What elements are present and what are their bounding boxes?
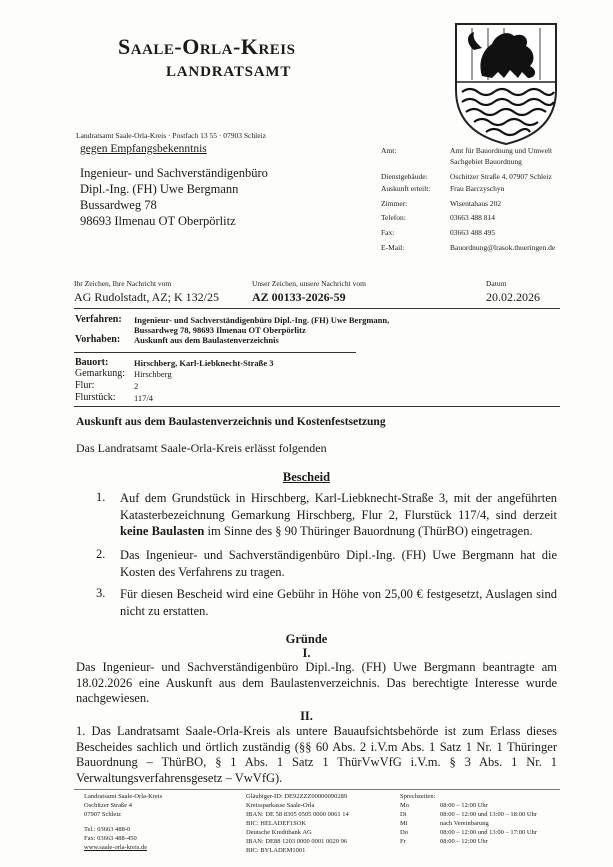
hours-day: Mi bbox=[400, 820, 408, 827]
footer-address bbox=[84, 792, 162, 852]
office-amt-value2: Sachgebiet Bauordnung bbox=[450, 157, 522, 166]
section-ii-text: 1. Das Landratsamt Saale-Orla-Kreis als untere Bauaufsichtsbehörde ist zum Erlass dieses Bescheides sachlich und örtlich zuständig (§§ 60 Abs. 2 i.V.m Abs. 1 Satz 1 Nr. 1 Thüringer Bauordnung – ThürBO, § 1 Abs. 1 Satz 1 ThürVwVfG i.V.m. § 3 Abs. 1 Nr. 1 Verwaltungsverfahrensgesetz – VwVfG). bbox=[76, 724, 557, 785]
your-ref-value: AG Rudolstadt, AZ; K 132/25 bbox=[74, 290, 220, 304]
footer-bank-line: IBAN: DE 58 8305 0505 0000 0061 14 bbox=[246, 811, 349, 818]
office-building-label: Dienstgebäude: bbox=[381, 172, 428, 181]
office-email-value: Bauordnung@lrasok.thueringen.de bbox=[450, 243, 556, 252]
bauort-label: Bauort: bbox=[75, 357, 109, 368]
section-i-heading: I. bbox=[302, 646, 311, 660]
item1-number: 1. bbox=[96, 490, 106, 504]
office-phone-label: Telefon: bbox=[381, 213, 406, 222]
verfahren-label: Verfahren: bbox=[75, 314, 122, 325]
divider bbox=[74, 308, 560, 309]
delivery-note: gegen Empfangsbekenntnis bbox=[80, 143, 207, 155]
hours-time: 08:00 – 12:00 und 13:00 – 17:00 Uhr bbox=[440, 829, 537, 836]
bauort-value: Hirschberg, Karl-Liebknecht-Straße 3 bbox=[134, 358, 274, 368]
date-label: Datum bbox=[486, 279, 507, 288]
intro-text: Das Landratsamt Saale-Orla-Kreis erlässt folgenden bbox=[76, 441, 327, 455]
footer-bank-line: BIC: HELADEF1SOK bbox=[246, 820, 307, 827]
section-ii-heading: II. bbox=[300, 709, 313, 723]
footer-bank-line: Gläubiger-ID: DE92ZZZ00000090289 bbox=[246, 793, 348, 800]
hours-day: Do bbox=[400, 829, 408, 836]
item1-emphasis: keine Baulasten bbox=[120, 524, 205, 538]
item3-text: Für diesen Bescheid wird eine Gebühr in Höhe von 25,00 € festgesetzt, Auslagen sind nicht zu erstatten. bbox=[120, 587, 557, 618]
office-fax-label: Fax: bbox=[381, 228, 395, 237]
verfahren-value2: Bussardweg 78, 98693 Ilmenau OT Oberpörlitz bbox=[134, 325, 306, 335]
office-email-label: E-Mail: bbox=[381, 243, 405, 252]
footer-hours bbox=[400, 792, 537, 846]
coat-of-arms-icon bbox=[452, 20, 560, 146]
office-amt-label: Amt: bbox=[381, 146, 397, 155]
footer-hours-title: Sprechzeiten: bbox=[400, 793, 436, 800]
gemarkung-label: Gemarkung: bbox=[75, 368, 125, 379]
flur-value: 2 bbox=[134, 381, 139, 391]
footer-bank-line: BIC: BYLADEM1001 bbox=[246, 847, 306, 854]
office-fax-value: 03663 488 495 bbox=[450, 228, 495, 237]
footer-website[interactable]: www.saale-orla-kreis.de bbox=[84, 844, 148, 851]
flurstueck-value: 117/4 bbox=[134, 393, 154, 403]
footer-phone: Tel.: 03663 488-0 bbox=[84, 826, 131, 833]
section-i-text: Das Ingenieur- und Sachverständigenbüro Dipl.-Ing. (FH) Uwe Bergmann beantragte am 18.02.2026 eine Auskunft aus dem Baulastenverzeichnis. Das berechtigte Interesse wurde nachgewiesen. bbox=[76, 660, 557, 705]
item2-text: Das Ingenieur- und Sachverständigenbüro Dipl.-Ing. (FH) Uwe Bergmann hat die Kosten des Verfahrens zu tragen. bbox=[120, 548, 557, 579]
gruende-heading: Gründe bbox=[285, 632, 328, 646]
vorhaben-label: Vorhaben: bbox=[75, 334, 121, 345]
office-room-value: Wisentahaus 202 bbox=[450, 199, 502, 208]
office-phone-value: 03663 488 814 bbox=[450, 213, 495, 222]
footer-fax: Fax: 03663 488-450 bbox=[84, 835, 137, 842]
date-value: 20.02.2026 bbox=[486, 290, 540, 304]
our-ref-value: AZ 00133-2026-59 bbox=[252, 290, 346, 304]
office-contact-value: Frau Barczyschyn bbox=[450, 184, 505, 193]
footer-divider bbox=[74, 789, 560, 790]
gemarkung-value: Hirschberg bbox=[134, 369, 172, 379]
divider bbox=[74, 352, 356, 353]
recipient-line3: Bussardweg 78 bbox=[80, 198, 157, 212]
hours-day: Mo bbox=[400, 802, 410, 809]
hours-time: 08:00 – 12:00 Uhr bbox=[440, 802, 488, 809]
flurstueck-label: Flurstück: bbox=[75, 392, 116, 403]
hours-time: 08:00 – 12:00 Uhr bbox=[440, 838, 488, 845]
footer-bank-line: Deutsche Kreditbank AG bbox=[246, 829, 312, 836]
hours-day: Di bbox=[400, 811, 407, 818]
footer-addr-line: Landratsamt Saale-Orla-Kreis bbox=[84, 793, 163, 800]
office-room-label: Zimmer: bbox=[381, 199, 408, 208]
vorhaben-value: Auskunft aus dem Baulastenverzeichnis bbox=[134, 335, 279, 345]
item1-part-a: Auf dem Grundstück in Hirschberg, Karl-Liebknecht-Straße 3, mit der angeführten Katasterbezeichnung Gemarkung Hirschberg, Flur 2, Flurstück 117/4, sind derzeit bbox=[120, 491, 557, 522]
office-building-value: Oschitzer Straße 4, 07907 Schleiz bbox=[450, 172, 552, 181]
footer-addr-line: Oschitzer Straße 4 bbox=[84, 802, 133, 809]
sender-line: Landratsamt Saale-Orla-Kreis · Postfach 13 55 · 07903 Schleiz bbox=[76, 131, 266, 140]
divider bbox=[74, 406, 560, 407]
recipient-line1: Ingenieur- und Sachverständigenbüro bbox=[80, 166, 268, 180]
bescheid-heading: Bescheid bbox=[282, 470, 331, 484]
our-ref-label: Unser Zeichen, unsere Nachricht vom bbox=[252, 279, 366, 288]
office-contact-label: Auskunft erteilt: bbox=[381, 184, 431, 193]
org-name: Saale-Orla-Kreis bbox=[118, 34, 296, 59]
org-subtitle: LANDRATSAMT bbox=[166, 64, 292, 80]
hours-day: Fr bbox=[400, 838, 406, 845]
recipient-line4: 98693 Ilmenau OT Oberpörlitz bbox=[80, 214, 236, 228]
item2-number: 2. bbox=[96, 547, 106, 561]
item1-text bbox=[120, 490, 557, 540]
footer-addr-line: 07907 Schleiz bbox=[84, 811, 122, 818]
item1-part-b: im Sinne des § 90 Thüringer Bauordnung (ThürBO) eingetragen. bbox=[204, 524, 533, 538]
hours-time: 08:00 – 12:00 und 13:00 – 18:00 Uhr bbox=[440, 811, 537, 818]
office-amt-value: Amt für Bauordnung und Umwelt bbox=[450, 146, 553, 155]
recipient-line2: Dipl.-Ing. (FH) Uwe Bergmann bbox=[80, 182, 239, 196]
footer-bank-line: Kreissparkasse Saale-Orla bbox=[246, 802, 315, 809]
your-ref-label: Ihr Zeichen, Ihre Nachricht vom bbox=[74, 279, 172, 288]
footer-bank bbox=[246, 792, 349, 855]
hours-time: nach Vereinbarung bbox=[440, 820, 489, 827]
verfahren-value: Ingenieur- und Sachverständigenbüro Dipl.-Ing. (FH) Uwe Bergmann, bbox=[134, 315, 390, 325]
document-title: Auskunft aus dem Baulastenverzeichnis und Kostenfestsetzung bbox=[76, 416, 386, 428]
item3-number: 3. bbox=[96, 586, 106, 600]
flur-label: Flur: bbox=[75, 380, 95, 391]
footer-bank-line: IBAN: DE88 1203 0000 0001 0020 96 bbox=[246, 838, 348, 845]
